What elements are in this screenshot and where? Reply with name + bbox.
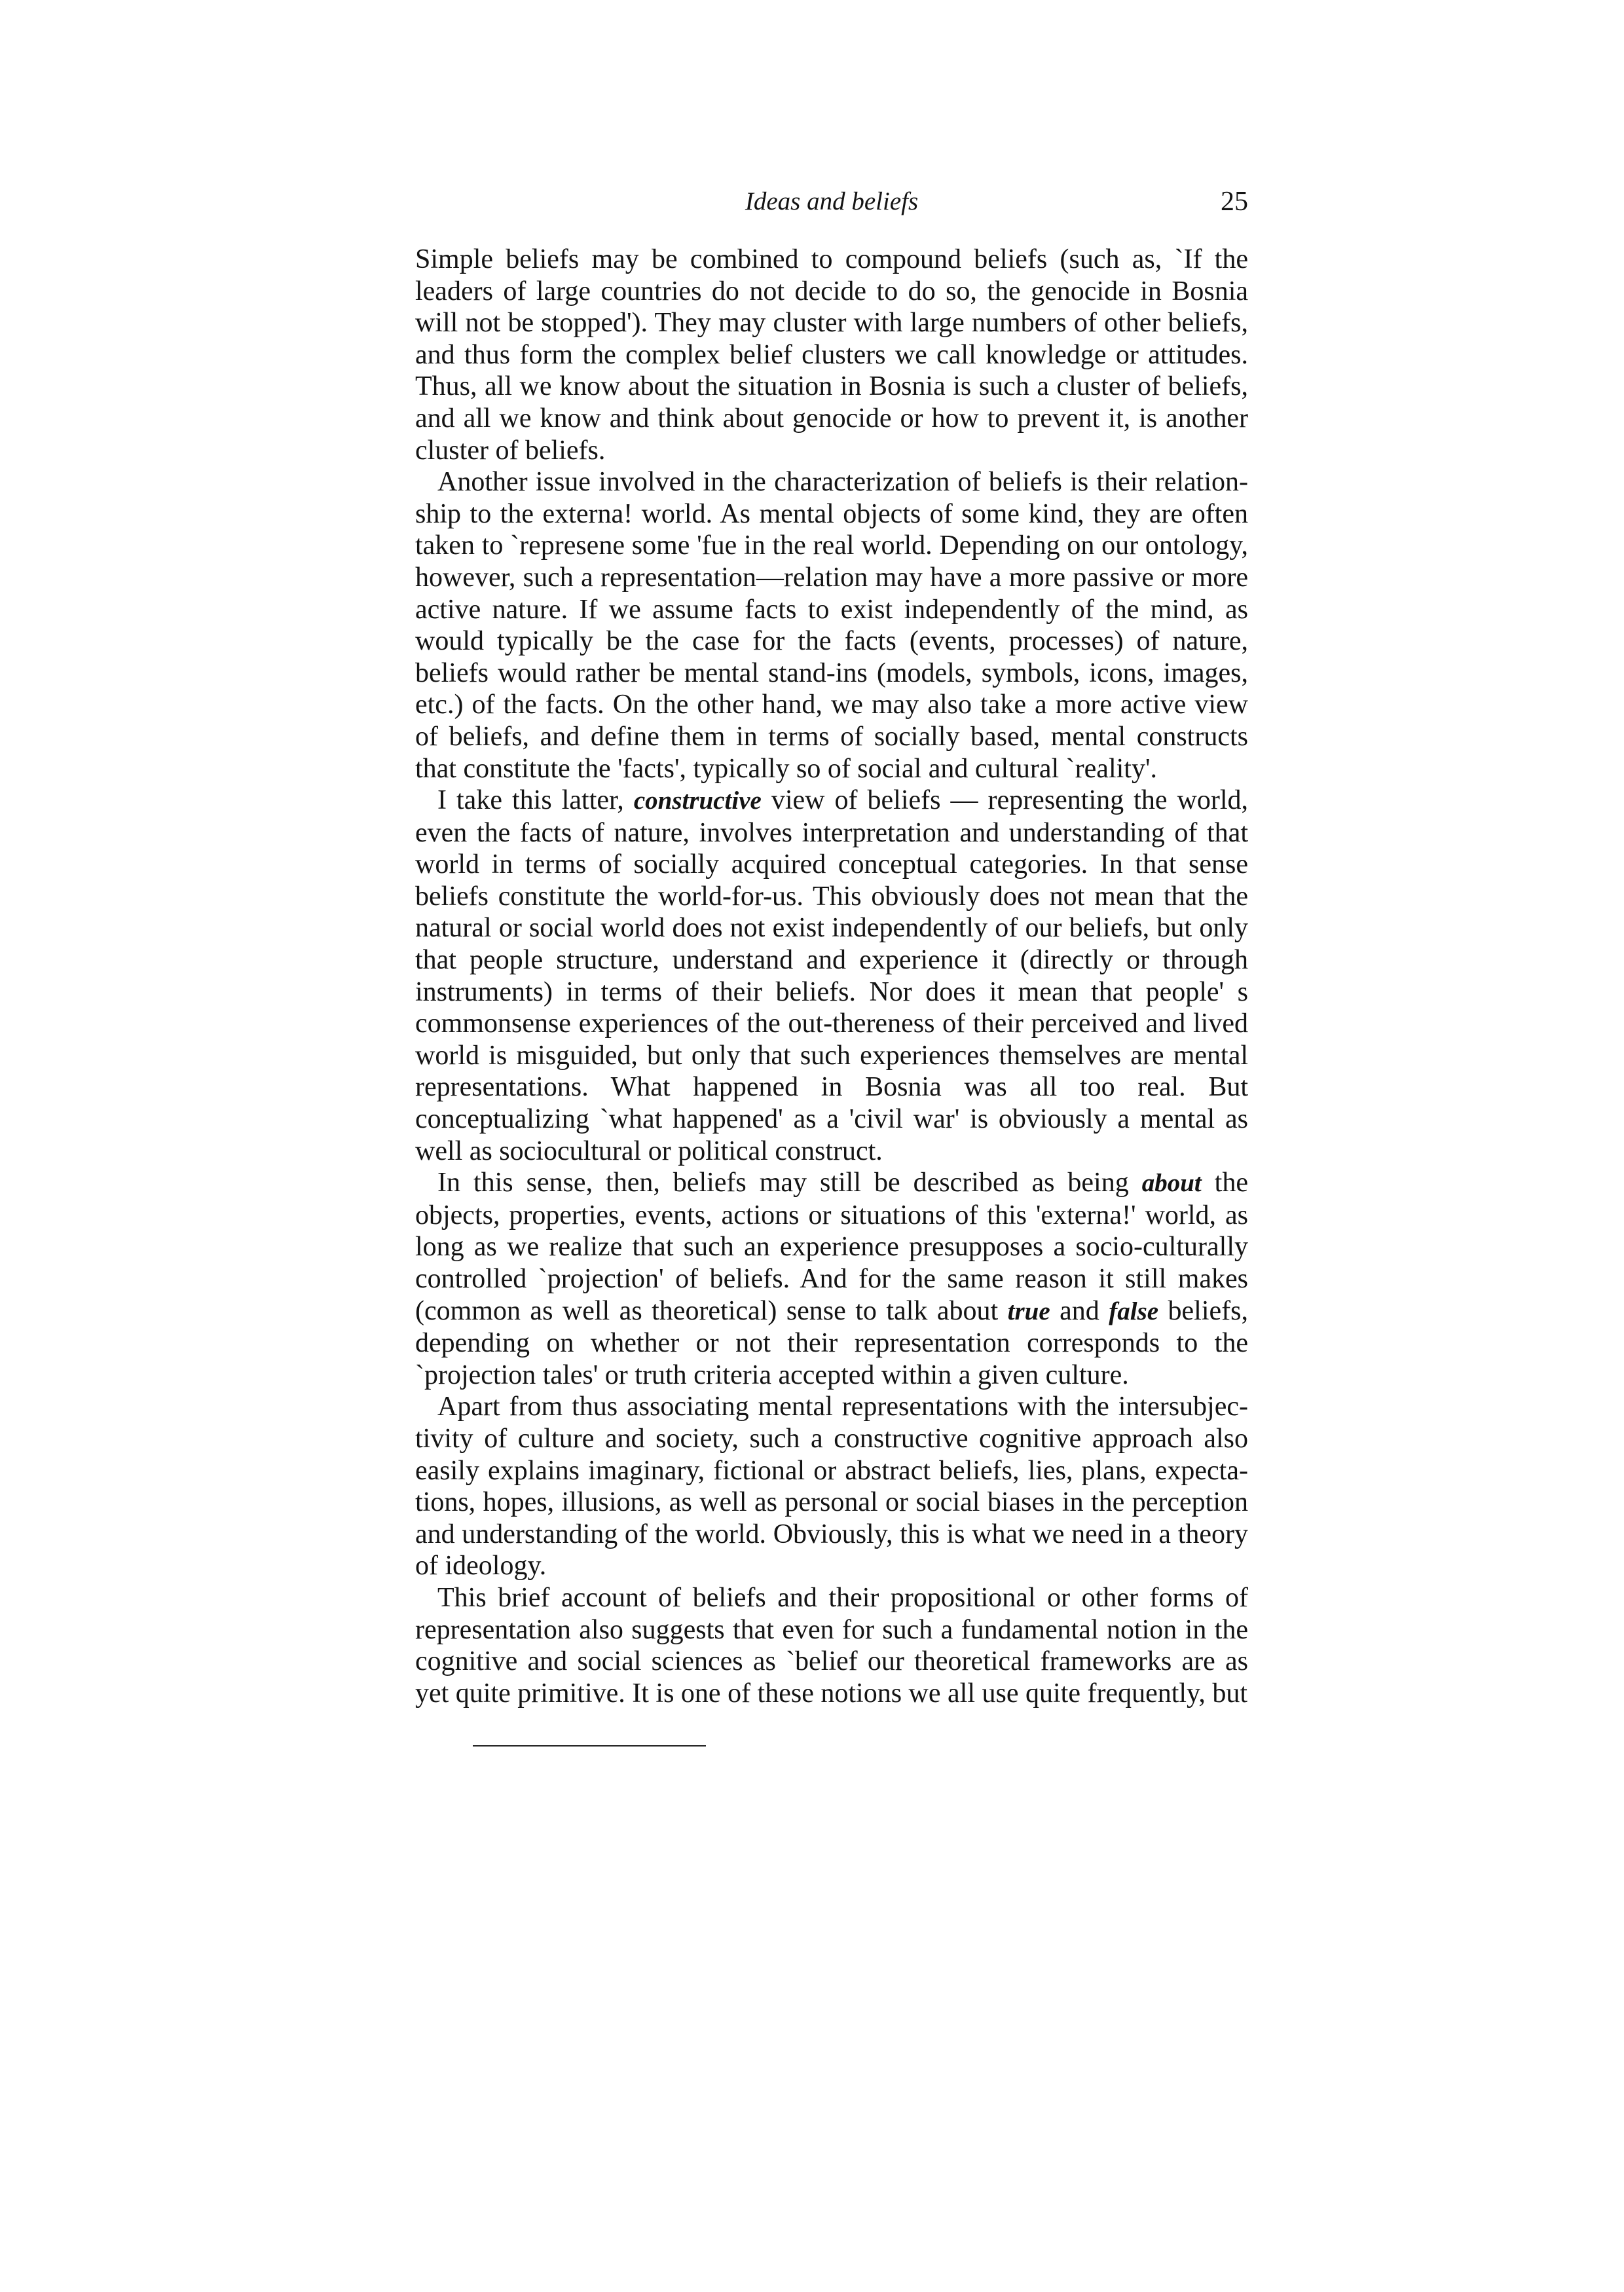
footnote-rule bbox=[473, 1745, 706, 1747]
paragraph-4-text-middle: the objects, properties, events, actions or situations of this 'externa!' world, as long as we realize that such an experience presupposes a socio-culturally controlled `projection' of beliefs. And for the same reason it still makes (common as well as theoretical) sense to talk about bbox=[415, 1168, 1248, 1326]
paragraph-4-text-and: and bbox=[1050, 1295, 1109, 1326]
paragraph-3 bbox=[415, 785, 1248, 1167]
emphasis-about: about bbox=[1141, 1169, 1202, 1198]
paragraph-4-text-end: beliefs, depending on whether or not their representation corresponds to the `projection tales' or truth criteria accepted within a given culture. bbox=[415, 1295, 1248, 1390]
paragraph-4 bbox=[415, 1167, 1248, 1391]
paragraph-3-text-start: I take this latter, bbox=[437, 785, 634, 816]
paragraph-5-text: Apart from thus associating mental representations with the intersubjectivity of culture and society, such a constructive cognitive approach also easily explains imaginary, fictional or abstract beliefs, lies, plans, expectations, hopes, illusions, as well as personal or social biases in the perception and understanding of the world. Obviously, this is what we need in a theory of ideology. bbox=[415, 1392, 1248, 1581]
paragraph-6 bbox=[415, 1582, 1248, 1709]
paragraph-6-text: This brief account of beliefs and their propositional or other forms of representation also suggests that even for such a fundamental notion in the cognitive and social sciences as `belief our theoretical frameworks are as yet quite primitive. It is one of these notions we all use quite frequently, but bbox=[415, 1582, 1248, 1709]
paragraph-1-text: Simple beliefs may be combined to compound beliefs (such as, `If the leaders of large countries do not decide to do so, the genocide in Bosnia will not be stopped'). They may cluster with large numbers of other beliefs, and thus form the complex belief clusters we call knowledge or attitudes. Thus, all we know about the situation in Bosnia is such a cluster of beliefs, and all we know and think about genocide or how to prevent it, is another cluster of beliefs. bbox=[415, 244, 1248, 466]
running-head bbox=[415, 182, 1248, 221]
paragraph-5 bbox=[415, 1391, 1248, 1582]
emphasis-false: false bbox=[1109, 1297, 1159, 1325]
paragraph-2 bbox=[415, 466, 1248, 785]
paragraph-1 bbox=[415, 244, 1248, 466]
body-text bbox=[415, 244, 1248, 1709]
emphasis-true: true bbox=[1007, 1297, 1050, 1325]
paragraph-4-text-start: In this sense, then, beliefs may still be described as being bbox=[437, 1168, 1142, 1198]
emphasis-constructive: constructive bbox=[633, 786, 762, 815]
paragraph-2-text: Another issue involved in the characterization of beliefs is their relationship to the externa! world. As mental objects of some kind, they are often taken to `represene some 'fue in the real world. Depending on our ontology, however, such a representation—relation may have a more passive or more active nature. If we assume facts to exist independently of the mind, as would typically be the case for the facts (events, processes) of nature, beliefs would rather be mental stand-ins (models, symbols, icons, images, etc.) of the facts. On the other hand, we may also take a more active view of beliefs, and define them in terms of socially based, mental constructs that constitute the 'facts', typically so of social and cultural `reality'. bbox=[415, 467, 1248, 784]
page-number: 25 bbox=[1221, 187, 1248, 217]
running-title: Ideas and beliefs bbox=[745, 187, 919, 215]
paragraph-3-text-end: view of beliefs — representing the world, even the facts of nature, involves interpretation and understanding of that world in terms of socially acquired conceptual categories. In that sense beliefs constitute the world-for-us. This obviously does not mean that the natural or social world does not exist independently of our beliefs, but only that people structure, understand and experience it (directly or through instruments) in terms of their beliefs. Nor does it mean that people' s commonsense experiences of the out-thereness of their perceived and lived world is misguided, but only that such experiences themselves are mental representations. What happened in Bosnia was all too real. But conceptualizing `what happened' as a 'civil war' is obviously a mental as well as sociocultural or political construct. bbox=[415, 785, 1248, 1166]
